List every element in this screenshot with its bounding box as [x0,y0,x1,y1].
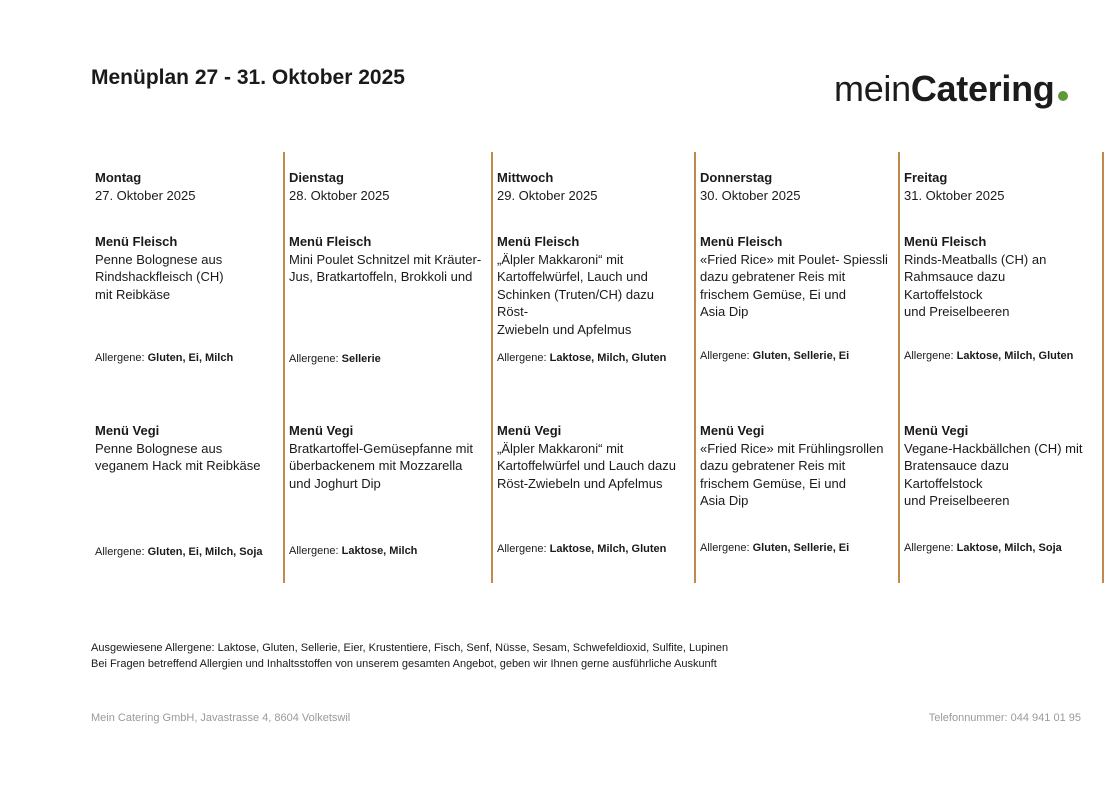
menu-fleisch-description: Mini Poulet Schnitzel mit Kräuter- Jus, Bratkartoffeln, Brokkoli und [289,251,482,284]
allergen-label: Allergene: [700,350,750,362]
menu-fleisch-description: «Fried Rice» mit Poulet- Spiessli dazu gebratener Reis mit frischem Gemüse, Ei und Asia Dip [700,251,888,319]
menu-vegi-description: Vegane-Hackbällchen (CH) mit Bratensauce dazu Kartoffelstock und Preiselbeeren [904,440,1083,508]
menu-fleisch-title: Menü Fleisch [700,234,783,249]
menu-fleisch-title: Menü Fleisch [289,234,372,249]
menu-fleisch-description: Rinds-Meatballs (CH) an Rahmsauce dazu Kartoffelstock und Preiselbeeren [904,251,1047,319]
menu-vegi [497,422,688,492]
menu-fleisch-title: Menü Fleisch [497,234,580,249]
day-date: 29. Oktober 2025 [497,187,598,203]
day-header [497,169,597,204]
allergen-line-vegi [904,540,1062,558]
menu-vegi-title: Menü Vegi [700,423,765,438]
allergen-line-fleisch [95,350,233,368]
allergen-line-vegi [95,544,263,562]
menu-vegi-title: Menü Vegi [904,423,969,438]
allergen-line-fleisch [497,350,666,368]
footer-address: Mein Catering GmbH, Javastrasse 4, 8604 Volketswil [91,712,351,724]
menu-vegi [95,422,277,475]
menu-fleisch [289,233,485,286]
page-title: Menüplan 27 - 31. Oktober 2025 [91,66,405,89]
day-date: 31. Oktober 2025 [904,187,1005,203]
logo-text-mein: mein [834,68,911,109]
footer-phone: Telefonnummer: 044 941 01 95 [928,712,1081,724]
allergen-list: Laktose, Milch, Gluten [956,350,1074,362]
allergen-label: Allergene: [904,542,954,554]
day-column-dienstag [285,152,493,583]
menu-fleisch [904,233,1096,321]
menu-fleisch-description: Penne Bolognese aus Rindshackfleisch (CH) mit Reibkäse [95,251,224,302]
day-name: Donnerstag [700,170,773,185]
allergen-label: Allergene: [700,542,750,554]
menu-vegi [904,422,1096,510]
allergen-list: Gluten, Ei, Milch [147,352,234,364]
allergen-label: Allergene: [497,352,547,364]
menu-fleisch [95,233,277,303]
menu-vegi-description: „Älpler Makkaroni“ mit Kartoffelwürfel und Lauch dazu Röst-Zwiebeln und Apfelmus [497,440,676,491]
menu-vegi-description: Bratkartoffel-Gemüsepfanne mit überbackenem mit Mozzarella und Joghurt Dip [289,440,474,491]
menu-fleisch-title: Menü Fleisch [95,234,178,249]
day-name: Mittwoch [497,170,554,185]
day-name: Freitag [904,170,948,185]
day-date: 27. Oktober 2025 [95,187,196,203]
allergen-line-fleisch [904,348,1073,366]
day-column-montag [91,152,285,583]
allergen-contact-note: Bei Fragen betreffend Allergien und Inhaltsstoffen von unserem gesamten Angebot, geben wir Ihnen gerne ausführliche Auskunft [91,658,717,670]
allergen-list: Laktose, Milch [341,545,418,557]
day-header [904,169,1004,204]
menu-fleisch-description: „Älpler Makkaroni“ mit Kartoffelwürfel, Lauch und Schinken (Truten/CH) dazu Röst- Zwiebeln und Apfelmus [497,251,655,337]
allergen-list: Sellerie [341,353,381,365]
allergen-list: Laktose, Milch, Gluten [549,352,667,364]
allergen-list: Laktose, Milch, Gluten [549,543,667,555]
menu-fleisch-title: Menü Fleisch [904,234,987,249]
allergen-line-vegi [497,541,666,559]
brand-logo [834,68,1068,110]
allergen-line-vegi [700,540,849,558]
allergen-label: Allergene: [289,353,339,365]
allergen-label: Allergene: [95,546,145,558]
allergen-label: Allergene: [289,545,339,557]
allergen-label: Allergene: [95,352,145,364]
allergen-list: Gluten, Sellerie, Ei [752,542,850,554]
day-column-mittwoch [493,152,696,583]
day-name: Dienstag [289,170,344,185]
menu-vegi-description: «Fried Rice» mit Frühlingsrollen dazu gebratener Reis mit frischem Gemüse, Ei und Asia Dip [700,440,884,508]
allergen-label: Allergene: [497,543,547,555]
day-date: 28. Oktober 2025 [289,187,390,203]
allergen-note: Ausgewiesene Allergene: Laktose, Gluten, Sellerie, Eier, Krustentiere, Fisch, Senf, Nüsse, Sesam, Schwefeldioxid, Sulfite, Lupinen [91,642,729,654]
allergen-label: Allergene: [904,350,954,362]
menu-fleisch [497,233,688,338]
menu-fleisch [700,233,892,321]
day-header [700,169,800,204]
allergen-list: Gluten, Ei, Milch, Soja [147,546,263,558]
allergen-line-vegi [289,543,417,561]
day-column-freitag [900,152,1104,583]
menu-vegi-title: Menü Vegi [95,423,160,438]
logo-text-catering: Catering [910,68,1055,109]
day-header [289,169,389,204]
day-header [95,169,195,204]
allergen-line-fleisch [289,351,381,369]
day-date: 30. Oktober 2025 [700,187,801,203]
allergen-list: Gluten, Sellerie, Ei [752,350,850,362]
allergen-list: Laktose, Milch, Soja [956,542,1062,554]
allergen-line-fleisch [700,348,849,366]
logo-dot-icon [1058,91,1068,101]
day-name: Montag [95,170,142,185]
menu-vegi-title: Menü Vegi [497,423,562,438]
menu-vegi [700,422,892,510]
day-column-donnerstag [696,152,900,583]
menu-vegi [289,422,485,492]
menu-vegi-title: Menü Vegi [289,423,354,438]
menu-vegi-description: Penne Bolognese aus veganem Hack mit Reibkäse [95,440,261,473]
